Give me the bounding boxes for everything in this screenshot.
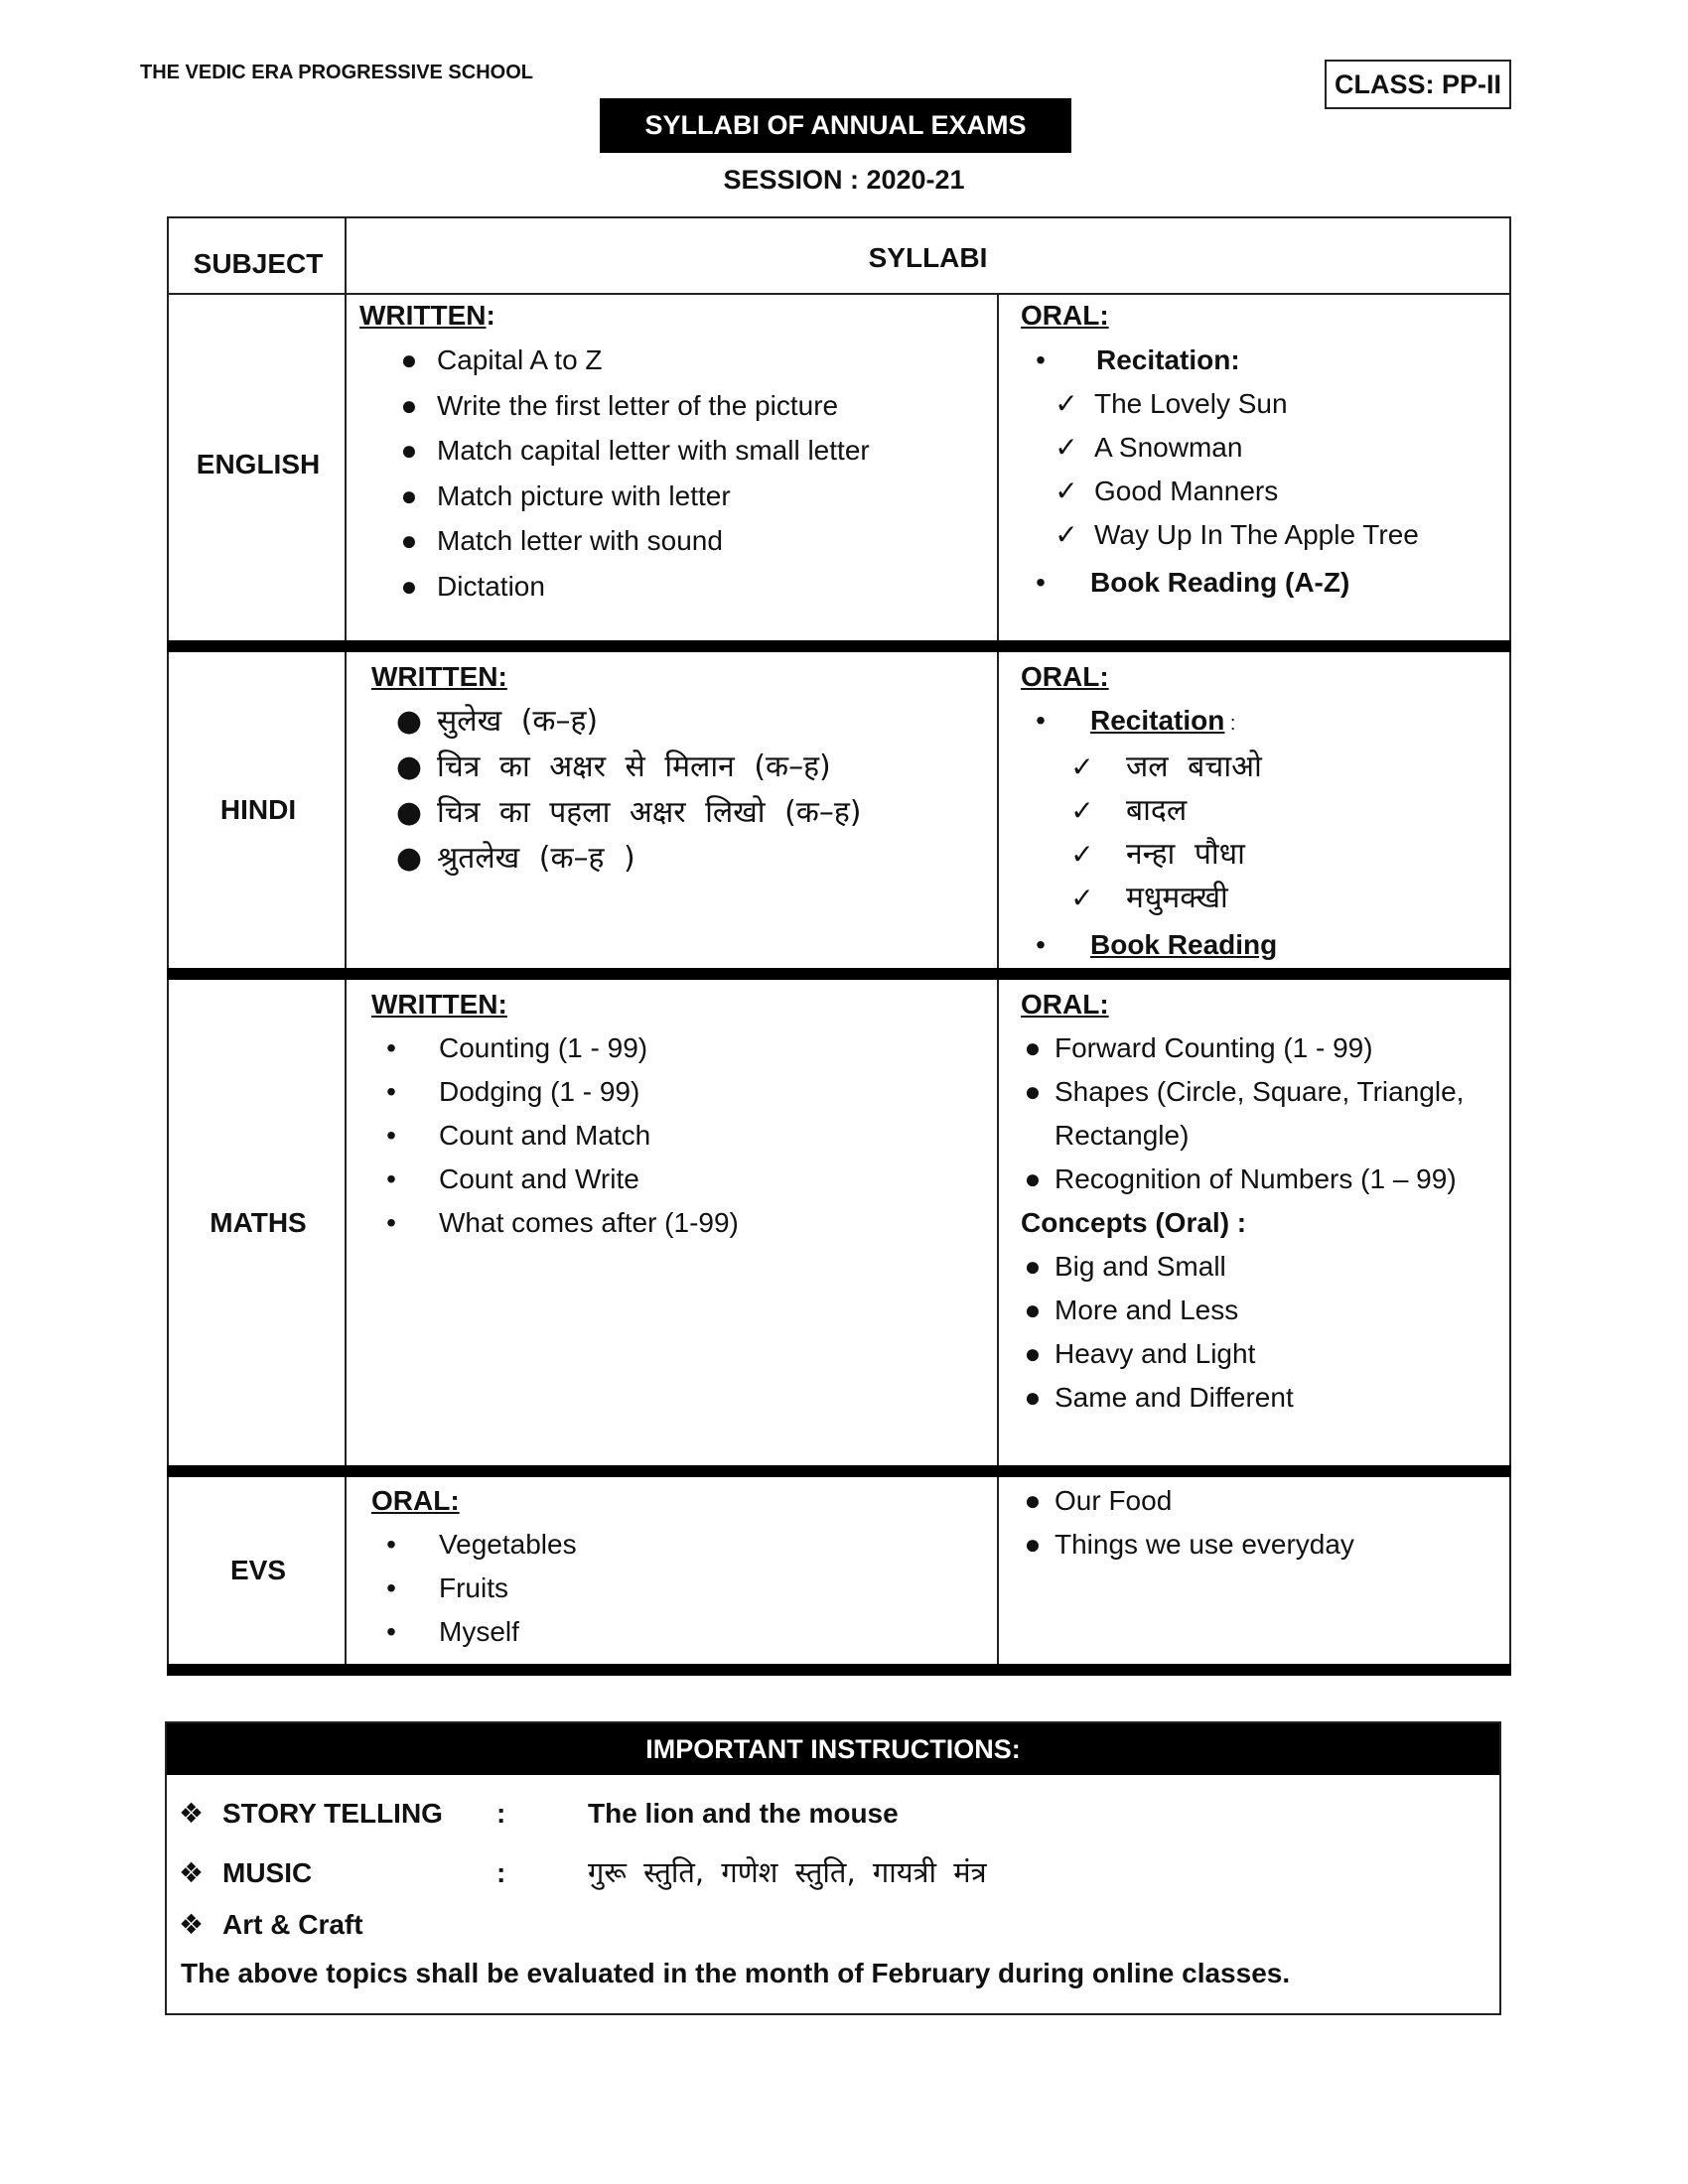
checkmark-icon: ✓ bbox=[1070, 794, 1094, 827]
bullet-icon: ● bbox=[395, 704, 423, 739]
hindi-written-heading: WRITTEN: bbox=[371, 661, 507, 692]
bullet-icon: ● bbox=[395, 841, 423, 876]
bullet-icon: ● bbox=[400, 435, 418, 466]
evs-oral-heading: ORAL: bbox=[371, 1485, 460, 1516]
list-item: ● Capital A to Z bbox=[389, 338, 985, 383]
list-item: ✓ Good Manners bbox=[1047, 470, 1497, 513]
list-item: ● Write the first letter of the picture bbox=[389, 383, 985, 429]
instruction-item: ❖ MUSIC : गुरू स्तुति, गणेश स्तुति, गायत्री मंत्र bbox=[179, 1855, 987, 1889]
table-right-border bbox=[1509, 216, 1511, 1676]
list-item: ✓ Way Up In The Apple Tree bbox=[1047, 513, 1497, 557]
bullet-icon: ● bbox=[395, 795, 423, 830]
list-item: ● Our Food bbox=[1021, 1479, 1502, 1523]
list-item: • Vegetables bbox=[371, 1523, 987, 1567]
session-label: SESSION : 2020-21 bbox=[723, 165, 965, 195]
list-item: ✓ मधुमक्खी bbox=[1062, 877, 1497, 920]
school-name: THE VEDIC ERA PROGRESSIVE SCHOOL bbox=[140, 62, 533, 83]
instructions-title: IMPORTANT INSTRUCTIONS: bbox=[167, 1723, 1499, 1775]
bullet-icon: • bbox=[1036, 344, 1046, 375]
list-item: ● More and Less bbox=[1021, 1289, 1502, 1332]
maths-written-heading: WRITTEN: bbox=[371, 989, 507, 1020]
english-oral-heading: ORAL: bbox=[1021, 300, 1109, 331]
list-item: • Count and Write bbox=[371, 1158, 987, 1201]
bullet-icon: • bbox=[386, 1076, 396, 1107]
bullet-icon: ● bbox=[1024, 1295, 1042, 1325]
list-item: ● Same and Different bbox=[1021, 1376, 1502, 1420]
list-item: ● चित्र का अक्षर से मिलान (क–ह) bbox=[389, 745, 987, 790]
list-item: ● चित्र का पहला अक्षर लिखो (क–ह) bbox=[389, 790, 987, 836]
list-item: ● Dictation bbox=[389, 564, 985, 610]
checkmark-icon: ✓ bbox=[1055, 432, 1078, 463]
maths-written bbox=[371, 983, 987, 1245]
diamond-bullet-icon: ❖ bbox=[179, 1857, 205, 1888]
column-header-syllabi: SYLLABI bbox=[868, 242, 988, 273]
bullet-icon: • bbox=[386, 1207, 396, 1238]
list-item: • What comes after (1-99) bbox=[371, 1201, 987, 1245]
list-item: ● Heavy and Light bbox=[1021, 1332, 1502, 1376]
subject-maths: MATHS bbox=[210, 1207, 307, 1238]
english-oral bbox=[1021, 294, 1497, 609]
bullet-icon: ● bbox=[1024, 1382, 1042, 1413]
checkmark-icon: ✓ bbox=[1055, 388, 1078, 419]
diamond-bullet-icon: ❖ bbox=[179, 1909, 205, 1940]
column-header-subject: SUBJECT bbox=[193, 248, 324, 279]
list-item: ● Forward Counting (1 - 99) bbox=[1021, 1026, 1502, 1070]
list-item: • Myself bbox=[371, 1610, 987, 1654]
list-item: ● Match letter with sound bbox=[389, 518, 985, 564]
hindi-written bbox=[371, 655, 987, 882]
list-item: ● Big and Small bbox=[1021, 1245, 1502, 1289]
instruction-item: ❖ Art & Craft bbox=[179, 1909, 363, 1940]
instruction-item: ❖ STORY TELLING : The lion and the mouse bbox=[179, 1798, 899, 1829]
maths-oral bbox=[1021, 983, 1502, 1420]
evs-oral bbox=[371, 1479, 987, 1654]
concepts-heading: Concepts (Oral) : bbox=[1021, 1207, 1247, 1238]
subject-english: ENGLISH bbox=[196, 449, 321, 479]
list-item: ✓ A Snowman bbox=[1047, 426, 1497, 470]
evs-topics bbox=[1021, 1479, 1502, 1567]
bullet-icon: ● bbox=[400, 525, 418, 556]
diamond-bullet-icon: ❖ bbox=[179, 1798, 205, 1829]
bullet-icon: ● bbox=[400, 389, 418, 421]
bullet-icon: ● bbox=[1024, 1163, 1042, 1194]
bullet-icon: ● bbox=[1024, 1076, 1042, 1107]
list-item: ● Match picture with letter bbox=[389, 474, 985, 519]
list-item: • Fruits bbox=[371, 1567, 987, 1610]
list-item: ✓ नन्हा पौधा bbox=[1062, 833, 1497, 877]
list-item: • Book Reading bbox=[1021, 920, 1497, 970]
checkmark-icon: ✓ bbox=[1055, 519, 1078, 550]
bullet-icon: • bbox=[386, 1032, 396, 1063]
checkmark-icon: ✓ bbox=[1070, 882, 1094, 914]
row-divider-evs bbox=[167, 1664, 1511, 1676]
list-item: ● Recognition of Numbers (1 – 99) bbox=[1021, 1158, 1502, 1201]
list-item: • Count and Match bbox=[371, 1114, 987, 1158]
row-divider-english bbox=[167, 640, 1511, 652]
list-item: ● Match capital letter with small letter bbox=[389, 428, 985, 474]
table-top-border bbox=[167, 216, 1511, 218]
row-divider-maths bbox=[167, 1465, 1511, 1477]
list-item: ● सुलेख (क–ह) bbox=[389, 699, 987, 745]
checkmark-icon: ✓ bbox=[1055, 476, 1078, 506]
list-item: • Recitation : bbox=[1021, 699, 1497, 746]
bullet-icon: ● bbox=[1024, 1032, 1042, 1063]
bullet-icon: ● bbox=[400, 479, 418, 511]
bullet-icon: ● bbox=[1024, 1529, 1042, 1560]
hindi-oral-heading: ORAL: bbox=[1021, 661, 1109, 692]
list-item: ✓ The Lovely Sun bbox=[1047, 382, 1497, 426]
list-item: ● Shapes (Circle, Square, Triangle, Rectangle) bbox=[1021, 1070, 1502, 1158]
bullet-icon: ● bbox=[1024, 1485, 1042, 1516]
checkmark-icon: ✓ bbox=[1070, 751, 1094, 783]
table-left-border bbox=[167, 216, 169, 1676]
document-title: SYLLABI OF ANNUAL EXAMS bbox=[600, 98, 1071, 153]
subject-hindi: HINDI bbox=[219, 794, 297, 825]
hindi-oral bbox=[1021, 655, 1497, 970]
bullet-icon: • bbox=[1036, 705, 1046, 736]
english-written-heading: WRITTEN bbox=[359, 300, 487, 331]
bullet-icon: • bbox=[386, 1163, 396, 1194]
list-item: • Counting (1 - 99) bbox=[371, 1026, 987, 1070]
subject-evs: EVS bbox=[229, 1555, 287, 1585]
bullet-icon: • bbox=[386, 1572, 396, 1603]
list-item: ● Things we use everyday bbox=[1021, 1523, 1502, 1567]
list-item: ✓ जल बचाओ bbox=[1062, 746, 1497, 789]
instructions-box bbox=[165, 1721, 1501, 2015]
bullet-icon: • bbox=[1036, 567, 1046, 598]
bullet-icon: ● bbox=[395, 750, 423, 784]
bullet-icon: • bbox=[386, 1120, 396, 1151]
subject-column-divider bbox=[345, 216, 347, 1676]
list-item: • Book Reading (A-Z) bbox=[1021, 557, 1497, 609]
english-written bbox=[359, 294, 985, 609]
bullet-icon: • bbox=[1036, 929, 1046, 960]
bullet-icon: • bbox=[386, 1616, 396, 1647]
english-written-colon: : bbox=[486, 300, 495, 331]
bullet-icon: ● bbox=[400, 344, 418, 375]
bullet-icon: ● bbox=[1024, 1338, 1042, 1369]
maths-oral-heading: ORAL: bbox=[1021, 989, 1109, 1020]
bullet-icon: ● bbox=[400, 570, 418, 602]
bullet-icon: ● bbox=[1024, 1251, 1042, 1282]
list-item: • Dodging (1 - 99) bbox=[371, 1070, 987, 1114]
list-item: ● श्रुतलेख (क–ह ) bbox=[389, 836, 987, 882]
bullet-icon: • bbox=[386, 1529, 396, 1560]
list-item: • Recitation: bbox=[1021, 338, 1497, 382]
list-item: ✓ बादल bbox=[1062, 789, 1497, 833]
class-label: CLASS: PP-II bbox=[1325, 60, 1511, 109]
instructions-note: The above topics shall be evaluated in the month of February during online classes. bbox=[181, 1958, 1291, 1988]
checkmark-icon: ✓ bbox=[1070, 838, 1094, 871]
